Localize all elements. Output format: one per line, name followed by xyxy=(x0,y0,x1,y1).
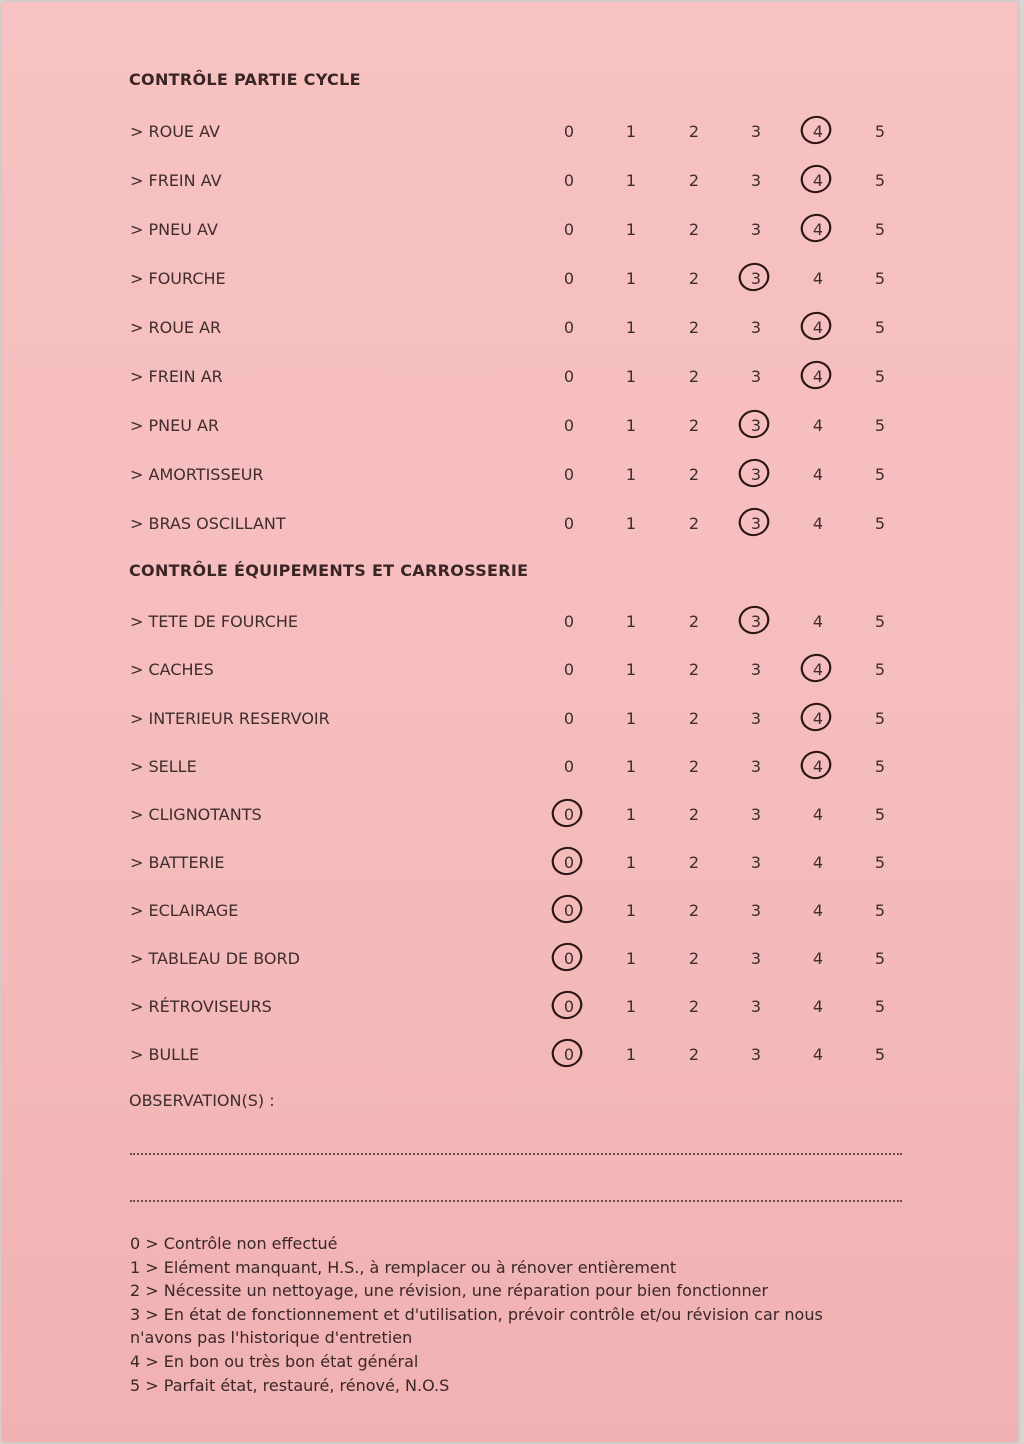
checklist-row xyxy=(2,656,1018,684)
rating-option[interactable]: 2 xyxy=(688,514,700,533)
rating-option-selected[interactable]: 4 xyxy=(806,122,830,141)
rating-option[interactable]: 5 xyxy=(874,805,886,824)
rating-option-selected[interactable]: 0 xyxy=(557,853,581,872)
rating-option[interactable]: 0 xyxy=(563,514,575,533)
rating-option[interactable]: 4 xyxy=(812,269,824,288)
row-label: > BRAS OSCILLANT xyxy=(130,514,286,533)
rating-option[interactable]: 2 xyxy=(688,269,700,288)
rating-option-selected[interactable]: 4 xyxy=(806,757,830,776)
rating-option[interactable]: 2 xyxy=(688,805,700,824)
checklist-row xyxy=(2,314,1018,342)
rating-option[interactable]: 5 xyxy=(874,612,886,631)
checklist-row xyxy=(2,1041,1018,1069)
rating-option[interactable]: 5 xyxy=(874,367,886,386)
checklist-row xyxy=(2,412,1018,440)
rating-option[interactable]: 5 xyxy=(874,949,886,968)
rating-option[interactable]: 5 xyxy=(874,853,886,872)
row-label: > BATTERIE xyxy=(130,853,225,872)
rating-option[interactable]: 2 xyxy=(688,220,700,239)
rating-option[interactable]: 1 xyxy=(625,416,637,435)
rating-option[interactable]: 5 xyxy=(874,220,886,239)
rating-option[interactable]: 3 xyxy=(750,997,762,1016)
row-label: > RÉTROVISEURS xyxy=(130,997,272,1016)
rating-option[interactable]: 1 xyxy=(625,1045,637,1064)
rating-option-selected[interactable]: 3 xyxy=(744,416,768,435)
row-label: > AMORTISSEUR xyxy=(130,465,264,484)
rating-option-selected[interactable]: 4 xyxy=(806,318,830,337)
row-label: > ECLAIRAGE xyxy=(130,901,239,920)
rating-option[interactable]: 5 xyxy=(874,660,886,679)
rating-option[interactable]: 1 xyxy=(625,709,637,728)
row-label: > ROUE AR xyxy=(130,318,222,337)
rating-option[interactable]: 0 xyxy=(563,709,575,728)
checklist-row xyxy=(2,608,1018,636)
rating-option-selected[interactable]: 4 xyxy=(806,367,830,386)
rating-option[interactable]: 0 xyxy=(563,367,575,386)
rating-option[interactable]: 5 xyxy=(874,416,886,435)
rating-option-selected[interactable]: 4 xyxy=(806,171,830,190)
checklist-row xyxy=(2,705,1018,733)
row-label: > CLIGNOTANTS xyxy=(130,805,262,824)
row-label: > PNEU AV xyxy=(130,220,218,239)
observations-label: OBSERVATION(S) : xyxy=(129,1091,275,1110)
checklist-row xyxy=(2,510,1018,538)
row-label: > PNEU AR xyxy=(130,416,220,435)
rating-option[interactable]: 2 xyxy=(688,318,700,337)
legend-line: n'avons pas l'historique d'entretien xyxy=(130,1328,413,1348)
rating-option[interactable]: 0 xyxy=(563,220,575,239)
checklist-row xyxy=(2,167,1018,195)
row-label: > FREIN AR xyxy=(130,367,223,386)
rating-option[interactable]: 2 xyxy=(688,171,700,190)
rating-option[interactable]: 3 xyxy=(750,709,762,728)
section-title-cycle: CONTRÔLE PARTIE CYCLE xyxy=(129,70,361,89)
rating-option[interactable]: 1 xyxy=(625,269,637,288)
rating-option[interactable]: 2 xyxy=(688,997,700,1016)
rating-option[interactable]: 5 xyxy=(874,1045,886,1064)
rating-option[interactable]: 2 xyxy=(688,367,700,386)
rating-option[interactable]: 3 xyxy=(750,318,762,337)
rating-option[interactable]: 0 xyxy=(563,660,575,679)
rating-option[interactable]: 5 xyxy=(874,318,886,337)
rating-option[interactable]: 3 xyxy=(750,171,762,190)
rating-option[interactable]: 0 xyxy=(563,465,575,484)
rating-option[interactable]: 4 xyxy=(812,949,824,968)
rating-option[interactable]: 0 xyxy=(563,269,575,288)
rating-option[interactable]: 1 xyxy=(625,949,637,968)
row-label: > ROUE AV xyxy=(130,122,220,141)
rating-option[interactable]: 4 xyxy=(812,465,824,484)
row-label: > SELLE xyxy=(130,757,197,776)
rating-option[interactable]: 4 xyxy=(812,514,824,533)
checklist-row xyxy=(2,945,1018,973)
rating-option[interactable]: 0 xyxy=(563,612,575,631)
legend-line: 0 > Contrôle non effectué xyxy=(130,1234,338,1253)
rating-option-selected[interactable]: 3 xyxy=(744,514,768,533)
rating-option[interactable]: 1 xyxy=(625,122,637,141)
rating-option[interactable]: 1 xyxy=(625,757,637,776)
legend-line: 1 > Elément manquant, H.S., à remplacer ou à rénover entièrement xyxy=(130,1257,677,1277)
inspection-sheet xyxy=(2,2,1018,1442)
rating-option[interactable]: 2 xyxy=(688,660,700,679)
rating-option[interactable]: 2 xyxy=(688,1045,700,1064)
rating-option[interactable]: 4 xyxy=(812,416,824,435)
row-label: > TABLEAU DE BORD xyxy=(130,949,300,968)
rating-option[interactable]: 1 xyxy=(625,612,637,631)
rating-option-selected[interactable]: 0 xyxy=(557,1045,581,1064)
rating-option[interactable]: 4 xyxy=(812,997,824,1016)
legend-line: 4 > En bon ou très bon état général xyxy=(130,1351,419,1371)
rating-option-selected[interactable]: 3 xyxy=(744,465,768,484)
rating-option[interactable]: 1 xyxy=(625,220,637,239)
section-title-equipment: CONTRÔLE ÉQUIPEMENTS ET CARROSSERIE xyxy=(129,561,529,580)
rating-option[interactable]: 4 xyxy=(812,612,824,631)
checklist-row xyxy=(2,849,1018,877)
rating-option[interactable]: 4 xyxy=(812,1045,824,1064)
rating-option[interactable]: 1 xyxy=(625,853,637,872)
row-label: > FOURCHE xyxy=(130,269,226,288)
checklist-row xyxy=(2,216,1018,244)
rating-option[interactable]: 1 xyxy=(625,660,637,679)
rating-option-selected[interactable]: 0 xyxy=(557,901,581,920)
checklist-row xyxy=(2,363,1018,391)
row-label: > CACHES xyxy=(130,660,214,679)
checklist-row xyxy=(2,461,1018,489)
rating-option[interactable]: 5 xyxy=(874,171,886,190)
rating-option[interactable]: 2 xyxy=(688,122,700,141)
rating-option-selected[interactable]: 3 xyxy=(744,269,768,288)
checklist-row xyxy=(2,897,1018,925)
rating-option[interactable]: 5 xyxy=(874,514,886,533)
rating-option[interactable]: 4 xyxy=(812,853,824,872)
rating-legend xyxy=(130,1232,900,1397)
row-label: > FREIN AV xyxy=(130,171,222,190)
rating-option-selected[interactable]: 4 xyxy=(806,220,830,239)
rating-option[interactable]: 2 xyxy=(688,709,700,728)
rating-option[interactable]: 1 xyxy=(625,901,637,920)
rating-option[interactable]: 2 xyxy=(688,949,700,968)
legend-line: 5 > Parfait état, restauré, rénové, N.O.S xyxy=(130,1375,450,1395)
checklist-row xyxy=(2,118,1018,146)
rating-option-selected[interactable]: 0 xyxy=(557,805,581,824)
rating-option[interactable]: 1 xyxy=(625,514,637,533)
rating-option[interactable]: 2 xyxy=(688,757,700,776)
rating-option[interactable]: 2 xyxy=(688,853,700,872)
rating-option[interactable]: 1 xyxy=(625,171,637,190)
rating-option[interactable]: 3 xyxy=(750,757,762,776)
rating-option[interactable]: 5 xyxy=(874,465,886,484)
rating-option[interactable]: 2 xyxy=(688,416,700,435)
checklist-row xyxy=(2,801,1018,829)
row-label: > BULLE xyxy=(130,1045,200,1064)
rating-option-selected[interactable]: 4 xyxy=(806,709,830,728)
rating-option[interactable]: 5 xyxy=(874,997,886,1016)
rating-option[interactable]: 2 xyxy=(688,465,700,484)
rating-option[interactable]: 3 xyxy=(750,949,762,968)
observation-line-1[interactable] xyxy=(130,1153,902,1155)
rating-option[interactable]: 1 xyxy=(625,318,637,337)
rating-option[interactable]: 1 xyxy=(625,997,637,1016)
rating-option[interactable]: 3 xyxy=(750,805,762,824)
rating-option-selected[interactable]: 0 xyxy=(557,949,581,968)
rating-option[interactable]: 1 xyxy=(625,805,637,824)
observation-line-2[interactable] xyxy=(130,1200,902,1202)
rating-option-selected[interactable]: 4 xyxy=(806,660,830,679)
rating-option[interactable]: 3 xyxy=(750,367,762,386)
rating-option[interactable]: 4 xyxy=(812,901,824,920)
row-label: > INTERIEUR RESERVOIR xyxy=(130,709,330,728)
rating-option[interactable]: 3 xyxy=(750,220,762,239)
rating-option-selected[interactable]: 0 xyxy=(557,997,581,1016)
rating-option[interactable]: 5 xyxy=(874,269,886,288)
rating-option[interactable]: 1 xyxy=(625,465,637,484)
rating-option[interactable]: 0 xyxy=(563,122,575,141)
rating-option[interactable]: 3 xyxy=(750,122,762,141)
rating-option[interactable]: 0 xyxy=(563,171,575,190)
rating-option-selected[interactable]: 3 xyxy=(744,612,768,631)
legend-line: 3 > En état de fonctionnement et d'utilisation, prévoir contrôle et/ou révision car nous xyxy=(130,1304,823,1324)
checklist-row xyxy=(2,265,1018,293)
rating-option[interactable]: 5 xyxy=(874,122,886,141)
rating-option[interactable]: 0 xyxy=(563,318,575,337)
rating-option[interactable]: 3 xyxy=(750,853,762,872)
rating-option[interactable]: 2 xyxy=(688,901,700,920)
rating-option[interactable]: 5 xyxy=(874,901,886,920)
checklist-row xyxy=(2,993,1018,1021)
rating-option[interactable]: 5 xyxy=(874,757,886,776)
rating-option[interactable]: 0 xyxy=(563,757,575,776)
rating-option[interactable]: 4 xyxy=(812,805,824,824)
rating-option[interactable]: 2 xyxy=(688,612,700,631)
rating-option[interactable]: 5 xyxy=(874,709,886,728)
legend-line: 2 > Nécessite un nettoyage, une révision, une réparation pour bien fonctionner xyxy=(130,1281,769,1301)
checklist-row xyxy=(2,753,1018,781)
rating-option[interactable]: 3 xyxy=(750,660,762,679)
rating-option[interactable]: 3 xyxy=(750,1045,762,1064)
rating-option[interactable]: 1 xyxy=(625,367,637,386)
rating-option[interactable]: 0 xyxy=(563,416,575,435)
rating-option[interactable]: 3 xyxy=(750,901,762,920)
row-label: > TETE DE FOURCHE xyxy=(130,612,298,631)
